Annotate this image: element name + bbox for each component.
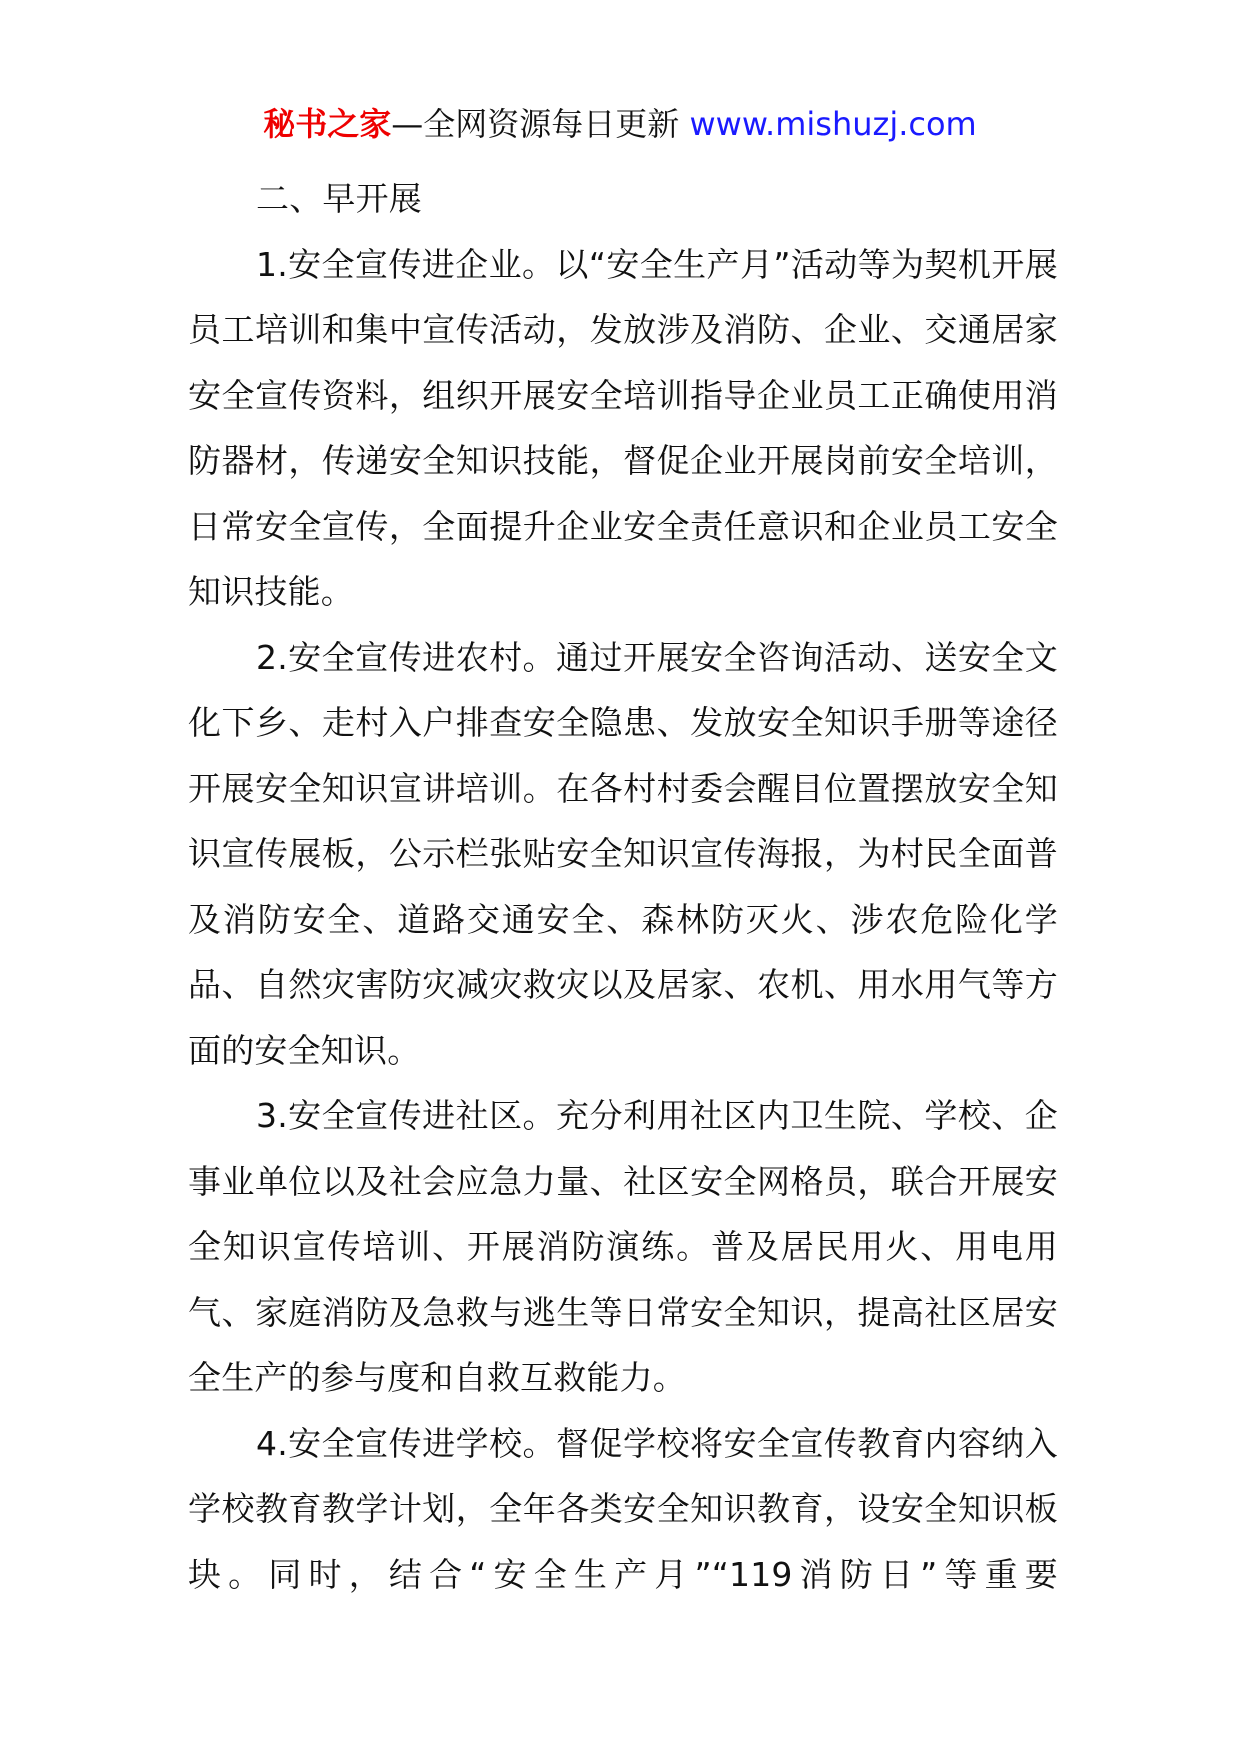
site-header [0, 100, 1240, 148]
paragraph-school: 4.安全宣传进学校。督促学校将安全宣传教育内容纳入学校教育教学计划，全年各类安全知识教育，设安全知识板块。同时，结合“安全生产月”“119消防日”等重要 [188, 1423, 1058, 1594]
paragraph-enterprise: 1.安全宣传进企业。以“安全生产月”活动等为契机开展员工培训和集中宣传活动，发放涉及消防、企业、交通居家安全宣传资料，组织开展安全培训指导企业员工正确使用消防器材，传递安全知识技能，督促企业开展岗前安全培训，日常安全宣传，全面提升企业安全责任意识和企业员工安全知识技能。 [188, 244, 1058, 611]
site-url-link[interactable]: www.mishuzj.com [689, 105, 977, 143]
paragraph-countryside: 2.安全宣传进农村。通过开展安全咨询活动、送安全文化下乡、走村入户排查安全隐患、发放安全知识手册等途径开展安全知识宣讲培训。在各村村委会醒目位置摆放安全知识宣传展板，公示栏张贴安全知识宣传海报，为村民全面普及消防安全、道路交通安全、森林防灭火、涉农危险化学品、自然灾害防灾减灾救灾以及居家、农机、用水用气等方面的安全知识。 [188, 637, 1058, 1070]
document-body [188, 166, 1058, 1607]
brand-name: 秘书之家 [263, 105, 392, 143]
paragraph-community: 3.安全宣传进社区。充分利用社区内卫生院、学校、企事业单位以及社会应急力量、社区安全网格员，联合开展安全知识宣传培训、开展消防演练。普及居民用火、用电用气、家庭消防及急救与逃生等日常安全知识，提高社区居安全生产的参与度和自救互救能力。 [188, 1096, 1058, 1397]
section-heading: 二、早开展 [256, 179, 422, 218]
header-tagline: —全网资源每日更新 [391, 105, 690, 143]
